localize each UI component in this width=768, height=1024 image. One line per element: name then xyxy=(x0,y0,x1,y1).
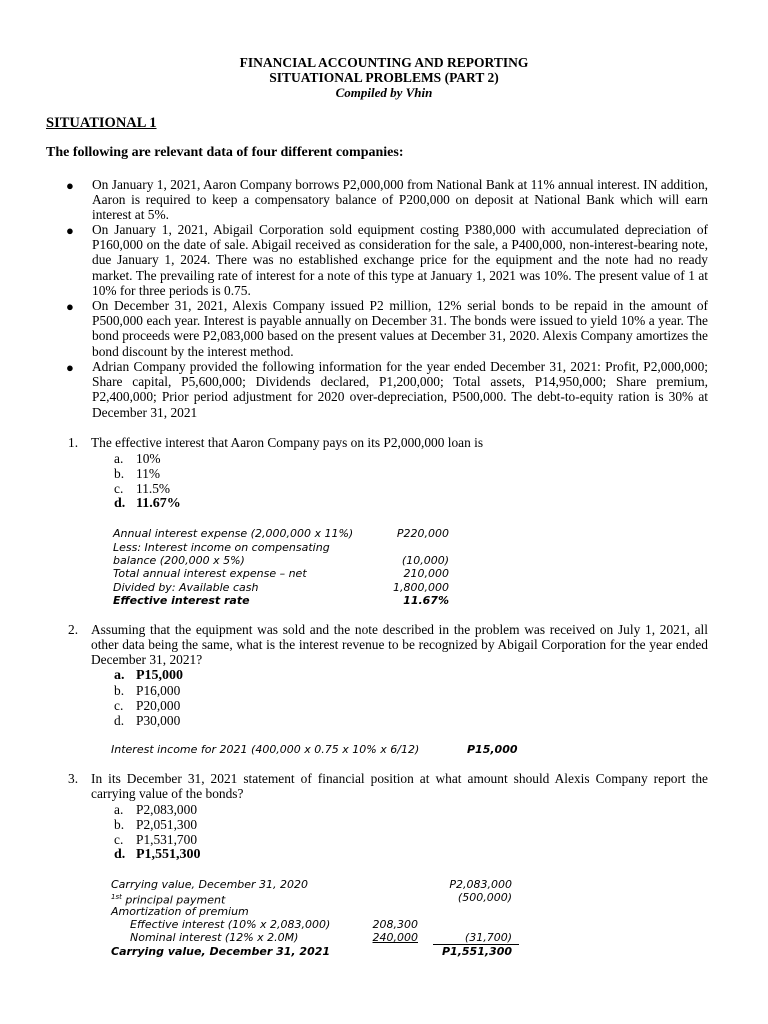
question-1-text: The effective interest that Aaron Company pays on its P2,000,000 loan is xyxy=(91,435,484,450)
solution-1-value: 1,800,000 xyxy=(393,581,449,594)
bullet-item-abigail: On January 1, 2021, Abigail Corporation sold equipment costing P380,000 with accumulated depreciation of P160,000 on the date of sale. Abigail received as consideration for the sale, a P400,000, non-interest-bearing note, due January 1, 2024. There was no established exchange price for the equipment and the note had no ready market. The prevailing rate of interest for a note of this type at January 1, 2021 was 10%. The present value of 1 at 10% for three periods is 0.75. xyxy=(92,222,708,298)
situational-lead: The following are relevant data of four different companies: xyxy=(46,145,404,160)
question-3-text: In its December 31, 2021 statement of financial position at what amount should Alexis Company report the carrying value of the bonds? xyxy=(91,771,708,802)
solution-3-mid-value: 208,300 xyxy=(372,918,418,931)
bullet-icon: ● xyxy=(66,360,74,375)
bullet-icon: ● xyxy=(66,223,74,238)
solution-3-line: Nominal interest (12% x 2.0M) xyxy=(130,931,299,944)
solution-3-result-value: P1,551,300 xyxy=(442,945,512,958)
solution-1-value: P220,000 xyxy=(396,527,449,540)
solution-3-value: P2,083,000 xyxy=(449,878,512,891)
question-2-text: Assuming that the equipment was sold and the note described in the problem was received on July 1, 2021, all other data being the same, what is the interest revenue to be recognized by Abigail Corporation for the year ended December 31, 2021? xyxy=(91,622,708,668)
question-1-option-a: a. 10% xyxy=(114,451,161,466)
solution-1-value: 210,000 xyxy=(403,567,449,580)
question-1-option-c: c. 11.5% xyxy=(114,481,171,496)
solution-2-line: Interest income for 2021 (400,000 x 0.75 x 10% x 6/12) xyxy=(111,743,420,756)
question-2-option-d: d. P30,000 xyxy=(114,713,181,728)
solution-3-result-label: Carrying value, December 31, 2021 xyxy=(111,945,331,958)
solution-1-line: Divided by: Available cash xyxy=(113,581,259,594)
question-number: 3. xyxy=(68,771,79,786)
solution-1-line: Annual interest expense (2,000,000 x 11%) xyxy=(113,527,354,540)
solution-1-line: balance (200,000 x 5%) xyxy=(113,554,245,567)
solution-3-value: (500,000) xyxy=(457,891,512,904)
question-1-option-b: b. 11% xyxy=(114,466,161,481)
document-subtitle: SITUATIONAL PROBLEMS (PART 2) xyxy=(269,70,499,85)
solution-3-mid-value: 240,000 xyxy=(372,931,418,944)
question-3-option-d-answer: d. P1,551,300 xyxy=(114,847,201,862)
situational-heading: SITUATIONAL 1 xyxy=(46,115,157,131)
question-2-option-c: c. P20,000 xyxy=(114,698,181,713)
solution-3-line: Amortization of premium xyxy=(111,905,249,918)
solution-3-line: Effective interest (10% x 2,083,000) xyxy=(130,918,331,931)
solution-3-value: (31,700) xyxy=(464,931,512,944)
document-title: FINANCIAL ACCOUNTING AND REPORTING xyxy=(239,55,529,70)
question-3-option-b: b. P2,051,300 xyxy=(114,817,198,832)
bullet-icon: ● xyxy=(66,178,74,193)
question-2-option-b: b. P16,000 xyxy=(114,683,181,698)
question-3-option-c: c. P1,531,700 xyxy=(114,832,198,847)
solution-1-result-value: 11.67% xyxy=(403,594,449,607)
bullet-item-adrian: Adrian Company provided the following information for the year ended December 31, 2021: Profit, P2,000,000; Share capital, P5,600,000; Dividends declared, P1,200,000; Total assets, P14,950,000; Share premium, P2,400,000; Prior period adjustment for 2020 over-depreciation, P500,000. The debt-to-equity ration is 30% at December 31, 2021 xyxy=(92,359,708,420)
solution-1-line: Total annual interest expense – net xyxy=(113,567,307,580)
solution-1-line: Less: Interest income on compensating xyxy=(113,541,330,554)
solution-1-value: (10,000) xyxy=(401,554,449,567)
question-number: 2. xyxy=(68,622,79,637)
bullet-icon: ● xyxy=(66,299,74,314)
bullet-item-aaron: On January 1, 2021, Aaron Company borrows P2,000,000 from National Bank at 11% annual interest. IN addition, Aaron is required to keep a compensatory balance of P200,000 on deposit at National Bank which will earn interest at 5%. xyxy=(92,177,708,223)
solution-3-line: $^{1st}$ principal payment xyxy=(111,893,226,907)
question-2-option-a-answer: a. P15,000 xyxy=(114,668,184,683)
document-compiler: Compiled by Vhin xyxy=(335,85,433,100)
question-number: 1. xyxy=(68,435,79,450)
solution-1-result-label: Effective interest rate xyxy=(113,594,250,607)
question-3-option-a: a. P2,083,000 xyxy=(114,802,198,817)
solution-3-line: Carrying value, December 31, 2020 xyxy=(111,878,309,891)
bullet-item-alexis: On December 31, 2021, Alexis Company issued P2 million, 12% serial bonds to be repaid in the amount of P500,000 each year. Interest is payable annually on December 31. The bonds were issued to yield 10% a year. The bond proceeds were P2,083,000 based on the present values at December 31, 2020. Alexis Company amortizes the bond discount by the interest method. xyxy=(92,298,708,359)
solution-2-result-value: P15,000 xyxy=(467,743,518,756)
question-1-option-d-answer: d. 11.67% xyxy=(114,496,181,511)
